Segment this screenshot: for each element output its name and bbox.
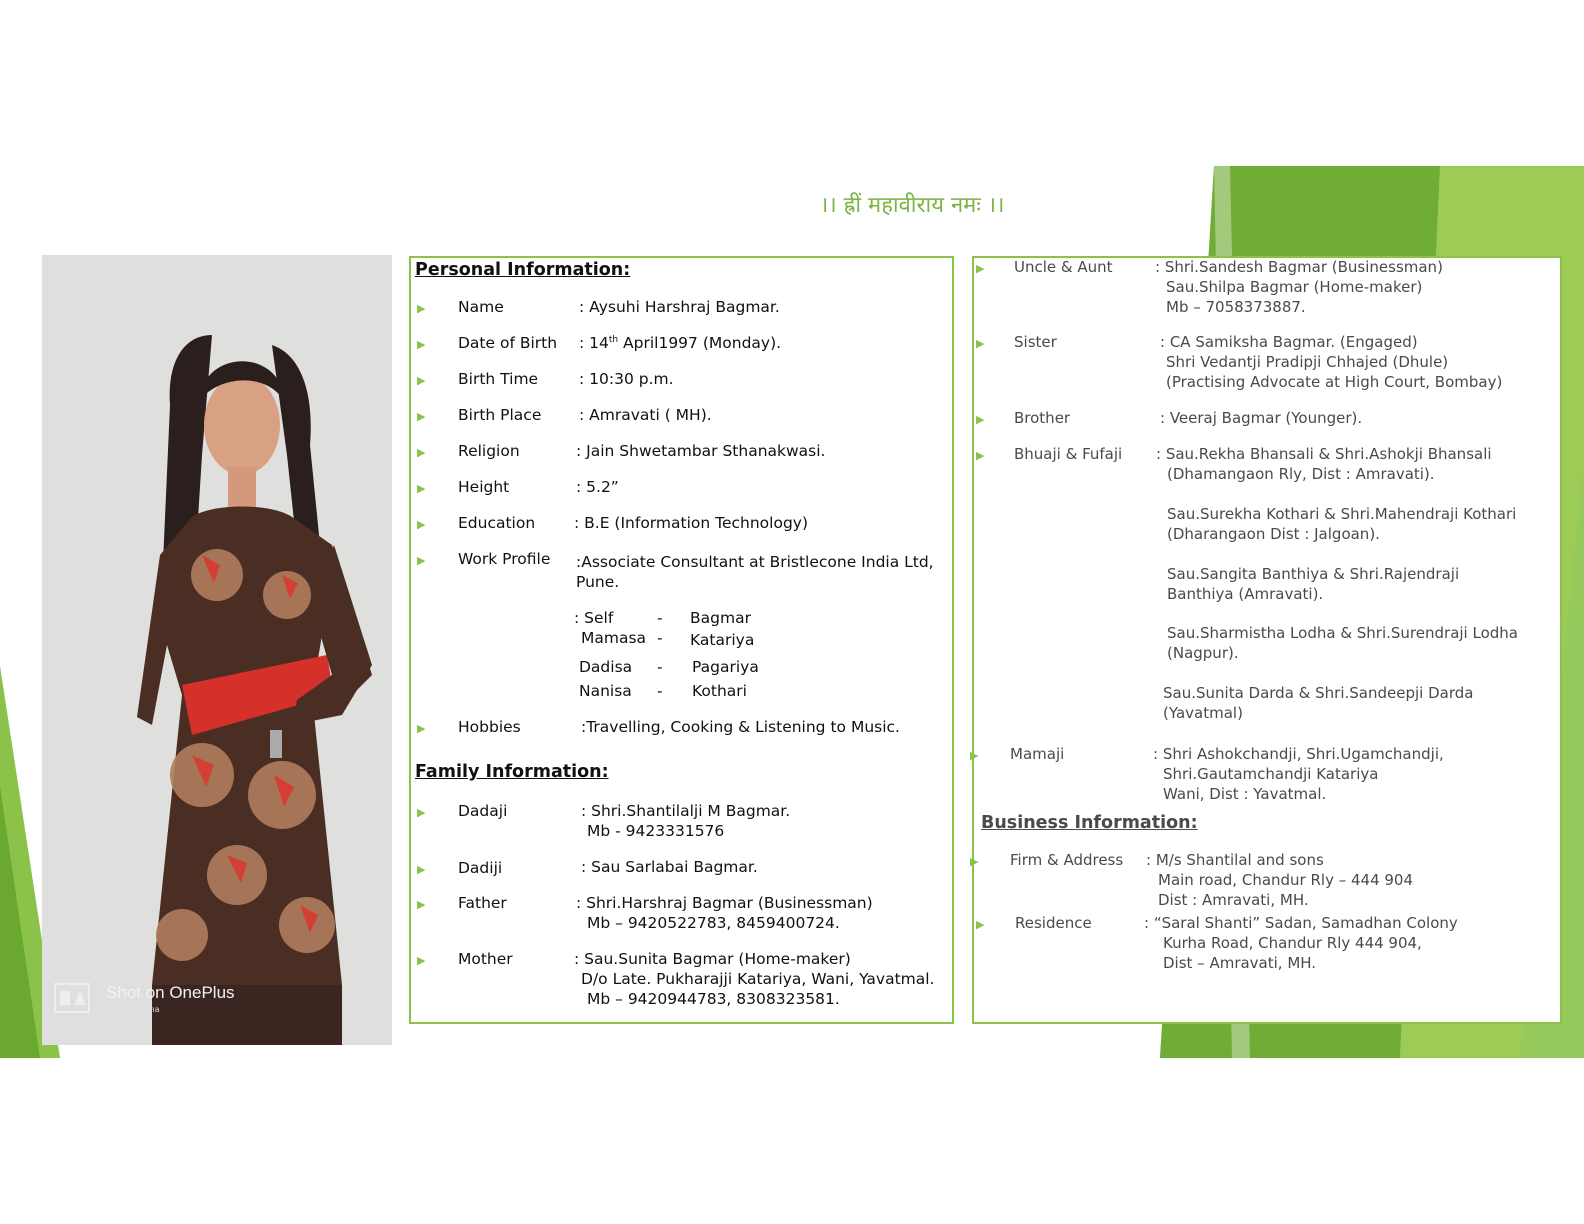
relative-value: : Sau.Rekha Bhansali & Shri.Ashokji Bhansali: [1156, 445, 1492, 463]
business-value: Dist : Amravati, MH.: [1158, 891, 1309, 909]
family-label: Dadiji: [458, 859, 503, 877]
personal-value: : B.E (Information Technology): [574, 514, 808, 532]
personal-label: Religion: [458, 442, 520, 460]
bullet-icon: ▶: [417, 410, 426, 423]
bullet-icon: ▶: [417, 898, 426, 911]
personal-label: Date of Birth: [458, 334, 558, 352]
family-value: Mb - 9423331576: [587, 822, 725, 840]
bullet-icon: ▶: [417, 863, 426, 876]
gotra-dash: -: [657, 682, 663, 700]
relative-value: Sau.Sharmistha Lodha & Shri.Surendraji Lodha: [1167, 624, 1518, 642]
relative-value: Banthiya (Amravati).: [1167, 585, 1324, 603]
business-value: : M/s Shantilal and sons: [1146, 851, 1324, 869]
relative-value: Mb – 7058373887.: [1166, 298, 1306, 316]
bullet-icon: ▶: [976, 413, 985, 426]
personal-value: Pune.: [576, 573, 620, 591]
family-value: : Sau Sarlabai Bagmar.: [581, 858, 758, 876]
business-value: Main road, Chandur Rly – 444 904: [1158, 871, 1414, 889]
gotra-relation: Mamasa: [581, 629, 647, 647]
relative-label: Uncle & Aunt: [1014, 258, 1113, 276]
bullet-icon: ▶: [417, 482, 426, 495]
relative-value: : CA Samiksha Bagmar. (Engaged): [1160, 333, 1418, 351]
personal-label: Education: [458, 514, 536, 532]
watermark-subtext: By Samiksha: [108, 1005, 160, 1014]
personal-value: : Jain Shwetambar Sthanakwasi.: [576, 442, 826, 460]
bullet-icon: ▶: [970, 855, 979, 868]
gotra-surname: Bagmar: [690, 609, 751, 627]
bullet-icon: ▶: [976, 337, 985, 350]
business-heading: Business Information:: [981, 813, 1198, 833]
business-label: Residence: [1015, 914, 1092, 932]
relative-value: Sau.Sunita Darda & Shri.Sandeepji Darda: [1163, 684, 1474, 702]
relative-value: (Yavatmal): [1163, 704, 1243, 722]
business-value: Kurha Road, Chandur Rly 444 904,: [1163, 934, 1422, 952]
bullet-icon: ▶: [417, 338, 426, 351]
personal-label: Name: [458, 298, 504, 316]
family-value: D/o Late. Pukharajji Katariya, Wani, Yavatmal.: [581, 970, 935, 988]
camera-icon: [54, 983, 90, 1013]
photo-watermark: [54, 983, 235, 1014]
family-value: Mb – 9420522783, 8459400724.: [587, 914, 840, 932]
personal-value: : 14th April1997 (Monday).: [579, 334, 782, 352]
relative-value: Shri Vedantji Pradipji Chhajed (Dhule): [1166, 353, 1449, 371]
bullet-icon: ▶: [417, 302, 426, 315]
bullet-icon: ▶: [417, 954, 426, 967]
personal-label: Height: [458, 478, 510, 496]
personal-label: Birth Time: [458, 370, 539, 388]
business-label: Firm & Address: [1010, 851, 1124, 869]
family-value: : Shri.Shantilalji M Bagmar.: [581, 802, 791, 820]
family-label: Father: [458, 894, 507, 912]
bullet-icon: ▶: [976, 262, 985, 275]
business-value: Dist – Amravati, MH.: [1163, 954, 1317, 972]
gotra-surname: Pagariya: [692, 658, 759, 676]
relative-value: Wani, Dist : Yavatmal.: [1163, 785, 1327, 803]
gotra-relation: Dadisa: [579, 658, 633, 676]
personal-value: : 5.2”: [576, 478, 619, 496]
gotra-surname: Katariya: [690, 631, 755, 649]
business-value: : “Saral Shanti” Sadan, Samadhan Colony: [1144, 914, 1458, 932]
relative-label: Sister: [1014, 333, 1057, 351]
personal-value: : 10:30 p.m.: [579, 370, 674, 388]
header: [0, 189, 1584, 219]
relative-value: : Veeraj Bagmar (Younger).: [1160, 409, 1363, 427]
mantra-title: ।। ह्रीं महावीराय नमः ।।: [820, 193, 1005, 218]
profile-photo: [42, 255, 392, 1045]
personal-label: Birth Place: [458, 406, 542, 424]
family-value: : Shri.Harshraj Bagmar (Businessman): [576, 894, 873, 912]
gotra-relation: : Self: [574, 609, 614, 627]
relative-value: (Dharangaon Dist : Jalgoan).: [1167, 525, 1380, 543]
relative-label: Bhuaji & Fufaji: [1014, 445, 1123, 463]
family-value: : Sau.Sunita Bagmar (Home-maker): [574, 950, 851, 968]
bullet-icon: ▶: [976, 918, 985, 931]
personal-family-panel: [409, 256, 954, 1024]
bullet-icon: ▶: [970, 749, 979, 762]
bullet-icon: ▶: [976, 449, 985, 462]
family-label: Dadaji: [458, 802, 508, 820]
family-value: Mb – 9420944783, 8308323581.: [587, 990, 840, 1008]
bullet-icon: ▶: [417, 374, 426, 387]
relative-value: (Practising Advocate at High Court, Bombay): [1166, 373, 1503, 391]
gotra-dash: -: [657, 629, 663, 647]
personal-label: Hobbies: [458, 718, 521, 736]
relative-value: : Shri Ashokchandji, Shri.Ugamchandji,: [1153, 745, 1444, 763]
relative-value: Shri.Gautamchandji Katariya: [1163, 765, 1379, 783]
gotra-dash: -: [657, 658, 663, 676]
personal-value: :Associate Consultant at Bristlecone India Ltd,: [576, 553, 934, 571]
relative-value: (Dhamangaon Rly, Dist : Amravati).: [1167, 465, 1435, 483]
personal-value: : Aysuhi Harshraj Bagmar.: [579, 298, 780, 316]
personal-label: Work Profile: [458, 550, 551, 568]
bullet-icon: ▶: [417, 554, 426, 567]
bullet-icon: ▶: [417, 518, 426, 531]
relative-label: Brother: [1014, 409, 1071, 427]
watermark-text: Shot on OnePlus: [106, 983, 235, 1002]
personal-heading: Personal Information:: [415, 260, 631, 280]
gotra-dash: -: [657, 609, 663, 627]
personal-value: : Amravati ( MH).: [579, 406, 712, 424]
gotra-relation: Nanisa: [579, 682, 632, 700]
bullet-icon: ▶: [417, 806, 426, 819]
relative-value: Sau.Surekha Kothari & Shri.Mahendraji Kothari: [1167, 505, 1517, 523]
bullet-icon: ▶: [417, 446, 426, 459]
personal-value: :Travelling, Cooking & Listening to Music.: [581, 718, 900, 736]
gotra-surname: Kothari: [692, 682, 747, 700]
relative-value: Sau.Shilpa Bagmar (Home-maker): [1166, 278, 1423, 296]
family-label: Mother: [458, 950, 513, 968]
relatives-business-panel: [972, 256, 1562, 1024]
bullet-icon: ▶: [417, 722, 426, 735]
relative-value: (Nagpur).: [1167, 644, 1239, 662]
family-heading: Family Information:: [415, 762, 609, 782]
relative-label: Mamaji: [1010, 745, 1065, 763]
relative-value: Sau.Sangita Banthiya & Shri.Rajendraji: [1167, 565, 1460, 583]
relative-value: : Shri.Sandesh Bagmar (Businessman): [1155, 258, 1443, 276]
